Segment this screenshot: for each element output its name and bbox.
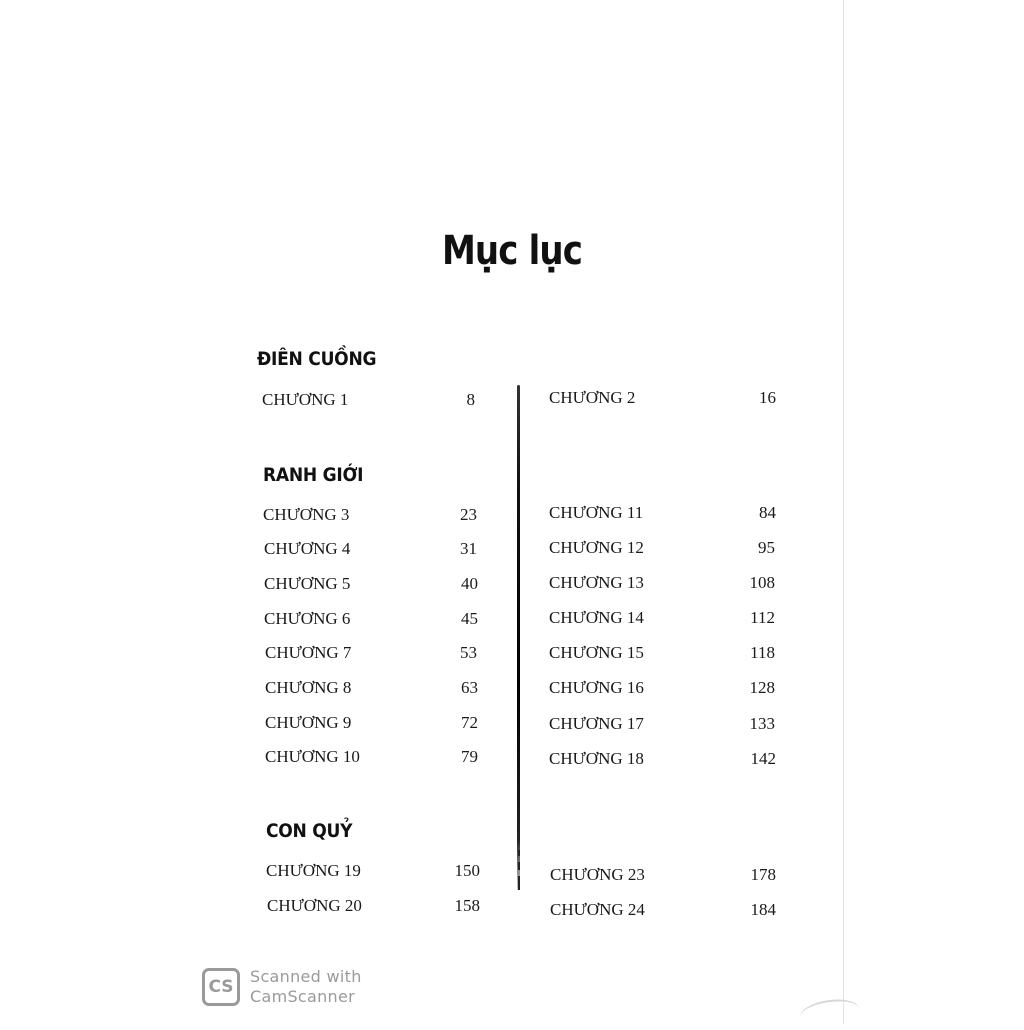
chapter-label: CHƯƠNG 24: [550, 900, 645, 919]
page-edge: [843, 0, 844, 1024]
column-divider: [517, 385, 520, 890]
section-heading-con-quy: CON QUỶ: [266, 820, 353, 842]
page-number: 79: [461, 747, 478, 766]
chapter-label: CHƯƠNG 12: [549, 538, 644, 557]
page-number: 178: [750, 865, 776, 884]
page-number: 31: [460, 539, 477, 558]
page-number: 84: [759, 503, 776, 522]
toc-entry[interactable]: [549, 678, 775, 700]
page-number: 118: [750, 643, 775, 662]
chapter-label: CHƯƠNG 9: [265, 713, 352, 732]
page-number: 45: [461, 609, 478, 628]
page-number: 63: [461, 678, 478, 697]
toc-entry[interactable]: [266, 861, 480, 883]
toc-entry[interactable]: [549, 388, 776, 410]
divider-fragment: [518, 862, 520, 870]
chapter-label: CHƯƠNG 4: [264, 539, 351, 558]
chapter-label: CHƯƠNG 23: [550, 865, 645, 884]
toc-entry[interactable]: [264, 574, 478, 596]
page-number: 53: [460, 643, 477, 662]
watermark-text: [250, 967, 362, 1007]
chapter-label: CHƯƠNG 1: [262, 390, 349, 409]
toc-entry[interactable]: [549, 643, 775, 665]
toc-entry[interactable]: [550, 900, 776, 922]
chapter-label: CHƯƠNG 17: [549, 714, 644, 733]
toc-entry[interactable]: [550, 865, 776, 887]
toc-entry[interactable]: [549, 573, 775, 595]
page-number: 133: [749, 714, 775, 733]
toc-entry[interactable]: [267, 896, 480, 918]
section-heading-dien-cuong: ĐIÊN CUỒNG: [257, 348, 377, 370]
toc-entry[interactable]: [265, 713, 478, 735]
watermark-line1: Scanned with: [250, 967, 362, 986]
toc-entry[interactable]: [549, 749, 776, 771]
chapter-label: CHƯƠNG 11: [549, 503, 644, 522]
page-number: 158: [454, 896, 480, 915]
page-title: Mục lục: [441, 228, 583, 274]
page-number: 8: [466, 390, 475, 409]
chapter-label: CHƯƠNG 16: [549, 678, 644, 697]
page-number: 108: [749, 573, 775, 592]
chapter-label: CHƯƠNG 7: [265, 643, 352, 662]
page-number: 142: [750, 749, 776, 768]
page-number: 72: [461, 713, 478, 732]
toc-entry[interactable]: [549, 714, 775, 736]
page-number: 23: [460, 505, 477, 524]
page-number: 16: [759, 388, 776, 407]
toc-entry[interactable]: [549, 608, 775, 630]
page-number: 40: [461, 574, 478, 593]
chapter-label: CHƯƠNG 19: [266, 861, 361, 880]
chapter-label: CHƯƠNG 13: [549, 573, 644, 592]
divider-fragment: [518, 876, 520, 890]
camscanner-logo-icon: CS: [202, 968, 240, 1006]
toc-entry[interactable]: [265, 678, 478, 700]
chapter-label: CHƯƠNG 5: [264, 574, 351, 593]
page-number: 112: [750, 608, 775, 627]
toc-entry[interactable]: [264, 609, 478, 631]
chapter-label: CHƯƠNG 14: [549, 608, 644, 627]
chapter-label: CHƯƠNG 18: [549, 749, 644, 768]
page-number: 150: [454, 861, 480, 880]
section-heading-ranh-gioi: RANH GIỚI: [263, 464, 364, 486]
page-number: 95: [758, 538, 775, 557]
page-number: 128: [749, 678, 775, 697]
toc-entry[interactable]: [549, 538, 775, 560]
page-curl: [798, 996, 861, 1030]
chapter-label: CHƯƠNG 20: [267, 896, 362, 915]
chapter-label: CHƯƠNG 6: [264, 609, 351, 628]
toc-entry[interactable]: [263, 505, 477, 527]
toc-entry[interactable]: [549, 503, 776, 525]
toc-entry[interactable]: [262, 390, 475, 412]
page-number: 184: [750, 900, 776, 919]
chapter-label: CHƯƠNG 2: [549, 388, 636, 407]
watermark-line2: CamScanner: [250, 987, 356, 1006]
chapter-label: CHƯƠNG 15: [549, 643, 644, 662]
chapter-label: CHƯƠNG 8: [265, 678, 352, 697]
toc-entry[interactable]: [265, 643, 477, 665]
divider-fragment: [518, 850, 520, 856]
chapter-label: CHƯƠNG 3: [263, 505, 350, 524]
camscanner-watermark: [202, 966, 362, 1008]
toc-entry[interactable]: [265, 747, 478, 769]
toc-entry[interactable]: [264, 539, 477, 561]
chapter-label: CHƯƠNG 10: [265, 747, 360, 766]
